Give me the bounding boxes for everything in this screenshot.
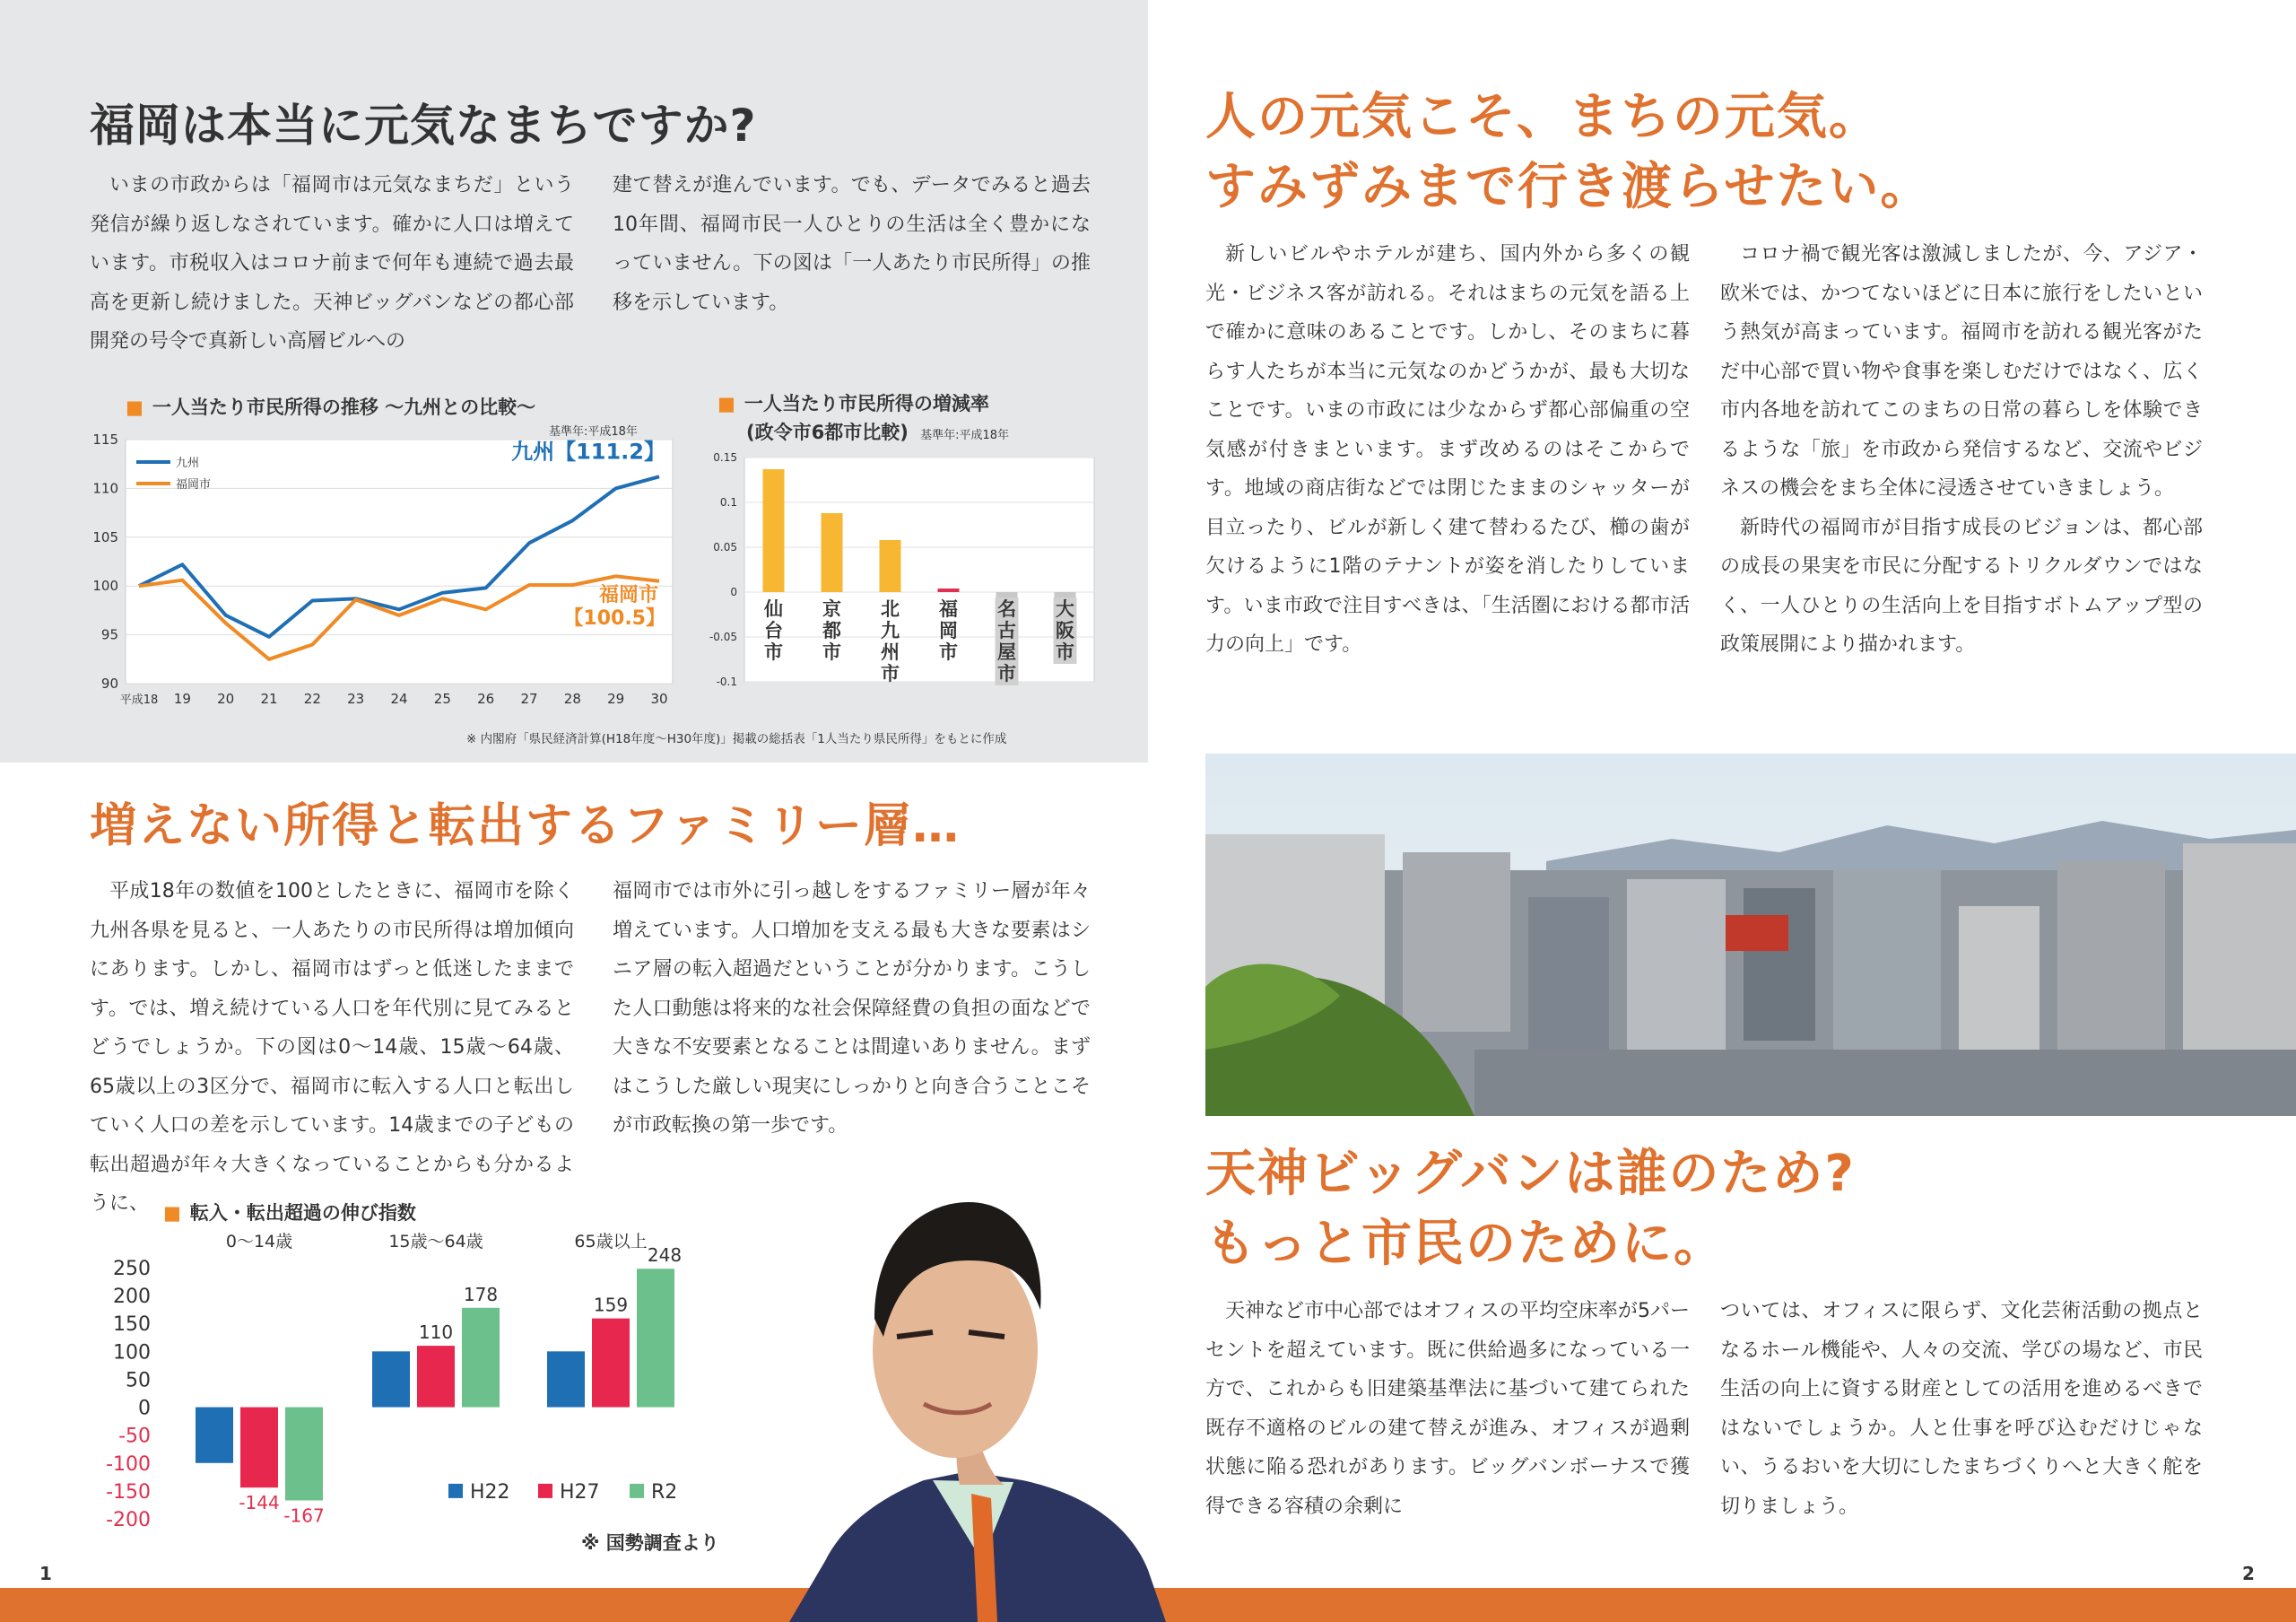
square-icon: ■ (163, 1202, 181, 1224)
legend-label: R2 (651, 1480, 678, 1504)
category-char: 岡 (939, 620, 958, 641)
text-col-2: 建て替えが進んでいます。でも、データでみると過去10年間、福岡市民一人ひとりの生活は全く豊かになっていません。下の図は「一人あたり市民所得」の推移を示しています。 (613, 174, 1091, 314)
plot-area (744, 458, 1094, 682)
text-col-7: 天神など市中心部ではオフィスの平均空床率が5パーセントを超えています。既に供給過多になっている一方で、これからも旧建築基準法に基づいて建てられた既存不適格のビルの建て替えが進み、オフィスが過剰状態に陥る恐れがあります。ビッグバンボーナスで獲得できる容積の余剰に (1205, 1300, 1690, 1518)
legend-label: H27 (560, 1480, 600, 1504)
annotation-fukuoka-value: 【100.5】 (563, 606, 665, 630)
data-label: 178 (463, 1283, 499, 1305)
section-title-family: 増えない所得と転出するファミリー層… (90, 799, 961, 853)
group-label: 65歳以上 (574, 1232, 648, 1251)
group-label: 15歳〜64歳 (388, 1232, 483, 1251)
text-col-6: コロナ禍で観光客は激減しましたが、今、アジア・欧米では、かつてないほどに日本に旅行をしたいという熱気が高まっています。福岡市を訪れる観光客がただ中心部で買い物や食事を楽しむだけではなく、広く市内各地を訪れてこのまちの日常の暮らしを体験できるような「旅」を市政から発信するなど、交流やビジネスの機会をまち全体に浸透させていきましょう。 新時代の福岡市が目指す成長のビジョンは、都心部の成長の果実を市民に分配するトリクルダウンではなく、一人ひとりの生活向上を目指すボトムアップ型の政策展開により描かれます。 (1720, 243, 2203, 656)
data-label: -144 (239, 1492, 280, 1514)
x-tick-label: 19 (173, 691, 191, 707)
category-char: 九 (881, 620, 900, 641)
square-icon: ■ (718, 393, 735, 414)
category-char: 古 (997, 620, 1016, 641)
bar-H27-2 (592, 1319, 630, 1408)
x-tick-label: 平成18 (119, 693, 159, 707)
bar-京都市 (822, 513, 843, 592)
bar-H22-1 (372, 1351, 410, 1407)
text-col-5: 新しいビルやホテルが建ち、国内外から多くの観光・ビジネス客が訪れる。それはまちの元気を語る上で確かに意味のあることです。しかし、そのまちに暮らす人たちが本当に元気なのかどうかが、最も大切なことです。いまの市政には少なからず都心部偏重の空気感が付きまといます。まず改めるのはそこからです。地域の商店街などでは閉じたままのシャッターが目立ったり、ビルが新しく建て替わるたび、櫛の歯が欠けるように1階のテナントが姿を消したりしています。いま市政で注目すべきは、「生活圏における都市活力の向上」です。 (1205, 243, 1690, 656)
chart2-title: ■ 一人当たり市民所得の増減率 (718, 393, 989, 414)
y-tick-label: 100 (92, 578, 118, 595)
bar-chart-migration (99, 1225, 744, 1548)
y-tick-label: 100 (113, 1341, 151, 1365)
y-tick-label: 115 (92, 432, 118, 448)
bar-北九州市 (880, 540, 901, 592)
y-tick-label: 0.05 (713, 541, 737, 554)
chart3-title: ■ 転入・転出超過の伸び指数 (163, 1202, 416, 1224)
y-tick-label: 95 (100, 626, 118, 643)
y-tick-label: 0.1 (719, 496, 737, 509)
annotation-kyushu: 九州【111.2】 (511, 439, 665, 465)
text-col-3: 平成18年の数値を100としたときに、福岡市を除く九州各県を見ると、一人あたりの市民所得は増加傾向にあります。しかし、福岡市はずっと低迷したままです。では、増え続けている人口を年代別に見てみるとどうでしょうか。下の図は0〜14歳、15歳〜64歳、65歳以上の3区分で、福岡市に転入する人口と転出していく人口の差を示しています。14歳までの子どもの転出超過が年々大きくなっていることからも分かるように、 (90, 880, 574, 1215)
text-col-1: いまの市政からは「福岡市は元気なまちだ」という発信が繰り返しなされています。確かに人口は増えています。市税収入はコロナ前まで何年も連続で過去最高を更新し続けました。天神ビッグバンなどの都心部開発の号令で真新しい高層ビルへの (90, 174, 574, 353)
y-tick-label: 0.15 (713, 451, 737, 464)
y-tick-label: -200 (106, 1509, 151, 1531)
y-tick-label: 0 (138, 1397, 151, 1420)
data-label: 248 (647, 1244, 683, 1267)
section-title-tenjin: 天神ビッグバンは誰のため? もっと市民のために。 (1205, 1145, 1856, 1273)
legend-swatch-H22 (448, 1484, 463, 1498)
category-char: 福 (939, 598, 958, 620)
group-label: 0〜14歳 (225, 1232, 293, 1251)
y-tick-label: 105 (92, 528, 118, 545)
bar-R2-2 (637, 1269, 674, 1407)
category-char: 州 (881, 641, 900, 663)
section-title-genki: 福岡は本当に元気なまちですか? (90, 100, 757, 152)
category-char: 屋 (997, 641, 1016, 663)
bar-H27-0 (240, 1408, 278, 1488)
data-label: 110 (418, 1321, 454, 1344)
legend-label: 福岡市 (176, 478, 212, 492)
chart-source-note: ※ 内閣府「県民経済計算(H18年度〜H30年度)」掲載の総括表「1人当たり県民所得」をもとに作成 (466, 732, 1007, 746)
bar-chart-cities (691, 444, 1103, 713)
chart2-subtitle: (政令市6都市比較) 基準年:平成18年 (746, 422, 1010, 443)
category-char: 京 (822, 598, 841, 620)
page-number-left: 1 (39, 1563, 52, 1584)
data-label: 159 (593, 1294, 629, 1316)
y-tick-label: -100 (106, 1452, 151, 1476)
y-tick-label: -50 (118, 1425, 151, 1448)
y-tick-label: -150 (106, 1480, 151, 1504)
category-char: 大 (1056, 598, 1074, 620)
chart1-title: ■ 一人当たり市民所得の推移 〜九州との比較〜 (126, 397, 536, 418)
category-char: 仙 (764, 598, 783, 620)
bar-R2-1 (462, 1308, 500, 1408)
y-tick-label: 50 (126, 1369, 151, 1392)
bar-H22-2 (547, 1351, 585, 1407)
x-tick-label: 26 (477, 691, 495, 707)
category-char: 市 (997, 663, 1016, 685)
x-tick-label: 28 (563, 691, 581, 707)
x-tick-label: 22 (303, 691, 321, 707)
plot-area (126, 440, 673, 684)
category-char: 都 (822, 620, 841, 641)
text-col-8: ついては、オフィスに限らず、文化芸術活動の拠点となるホール機能や、人々の交流、学びの場など、市民生活の向上に資する財産としての活用を進めるべきではないでしょうか。人と仕事を呼び込むだけじゃない、うるおいを大切にしたまちづくりへと大きく舵を切りましょう。 (1720, 1300, 2203, 1518)
x-tick-label: 24 (390, 691, 408, 707)
bar-仙台市 (763, 469, 785, 592)
text-col-4: 福岡市では市外に引っ越しをするファミリー層が年々増えています。人口増加を支える最も大きな要素はシニア層の転入超過だということが分かります。こうした人口動態は将来的な社会保障経費の負担の面などで大きな不安要素となることは間違いありません。まずはこうした厳しい現実にしっかりと向き合うことこそが市政転換の第一歩です。 (613, 880, 1091, 1137)
x-tick-label: 30 (650, 691, 668, 707)
x-tick-label: 29 (607, 691, 625, 707)
data-label: -167 (283, 1504, 325, 1527)
bar-R2-0 (285, 1408, 323, 1501)
x-tick-label: 27 (520, 691, 538, 707)
category-char: 市 (822, 641, 841, 663)
section-title-hito: 人の元気こそ、まちの元気。 すみずみまで行き渡らせたい。 (1205, 88, 1933, 216)
legend-label: 九州 (176, 457, 200, 470)
category-char: 市 (1056, 641, 1074, 663)
legend-swatch-H27 (538, 1484, 552, 1498)
category-char: 阪 (1056, 620, 1074, 641)
x-tick-label: 23 (347, 691, 365, 707)
square-icon: ■ (126, 397, 144, 418)
category-char: 市 (764, 641, 783, 663)
annotation-fukuoka: 福岡市 (598, 583, 658, 606)
candidate-photo (789, 1184, 1166, 1622)
category-char: 名 (997, 598, 1016, 620)
y-tick-label: 90 (100, 676, 118, 692)
category-char: 市 (881, 663, 900, 685)
city-photo (1205, 754, 2296, 1116)
chart3-source: ※ 国勢調査より (581, 1532, 719, 1554)
y-tick-label: -0.05 (709, 631, 737, 643)
y-tick-label: 150 (113, 1313, 151, 1337)
line-chart-income (81, 431, 682, 718)
y-tick-label: 0 (730, 586, 737, 598)
bar-H27-1 (417, 1346, 455, 1407)
category-char: 台 (764, 620, 783, 641)
x-tick-label: 20 (217, 691, 235, 707)
y-tick-label: 250 (113, 1258, 151, 1280)
x-tick-label: 21 (260, 691, 278, 707)
bar-H22-0 (196, 1408, 233, 1463)
y-tick-label: -0.1 (716, 676, 737, 688)
legend-swatch-R2 (630, 1484, 644, 1498)
x-tick-label: 25 (433, 691, 451, 707)
category-char: 市 (939, 641, 958, 663)
y-tick-label: 110 (92, 480, 118, 497)
chart1-base: 基準年:平成18年 (549, 425, 638, 439)
y-tick-label: 200 (113, 1286, 151, 1309)
bar-福岡市 (938, 589, 960, 592)
legend-label: H22 (470, 1480, 510, 1504)
page-number-right: 2 (2242, 1563, 2255, 1584)
category-char: 北 (881, 598, 900, 620)
